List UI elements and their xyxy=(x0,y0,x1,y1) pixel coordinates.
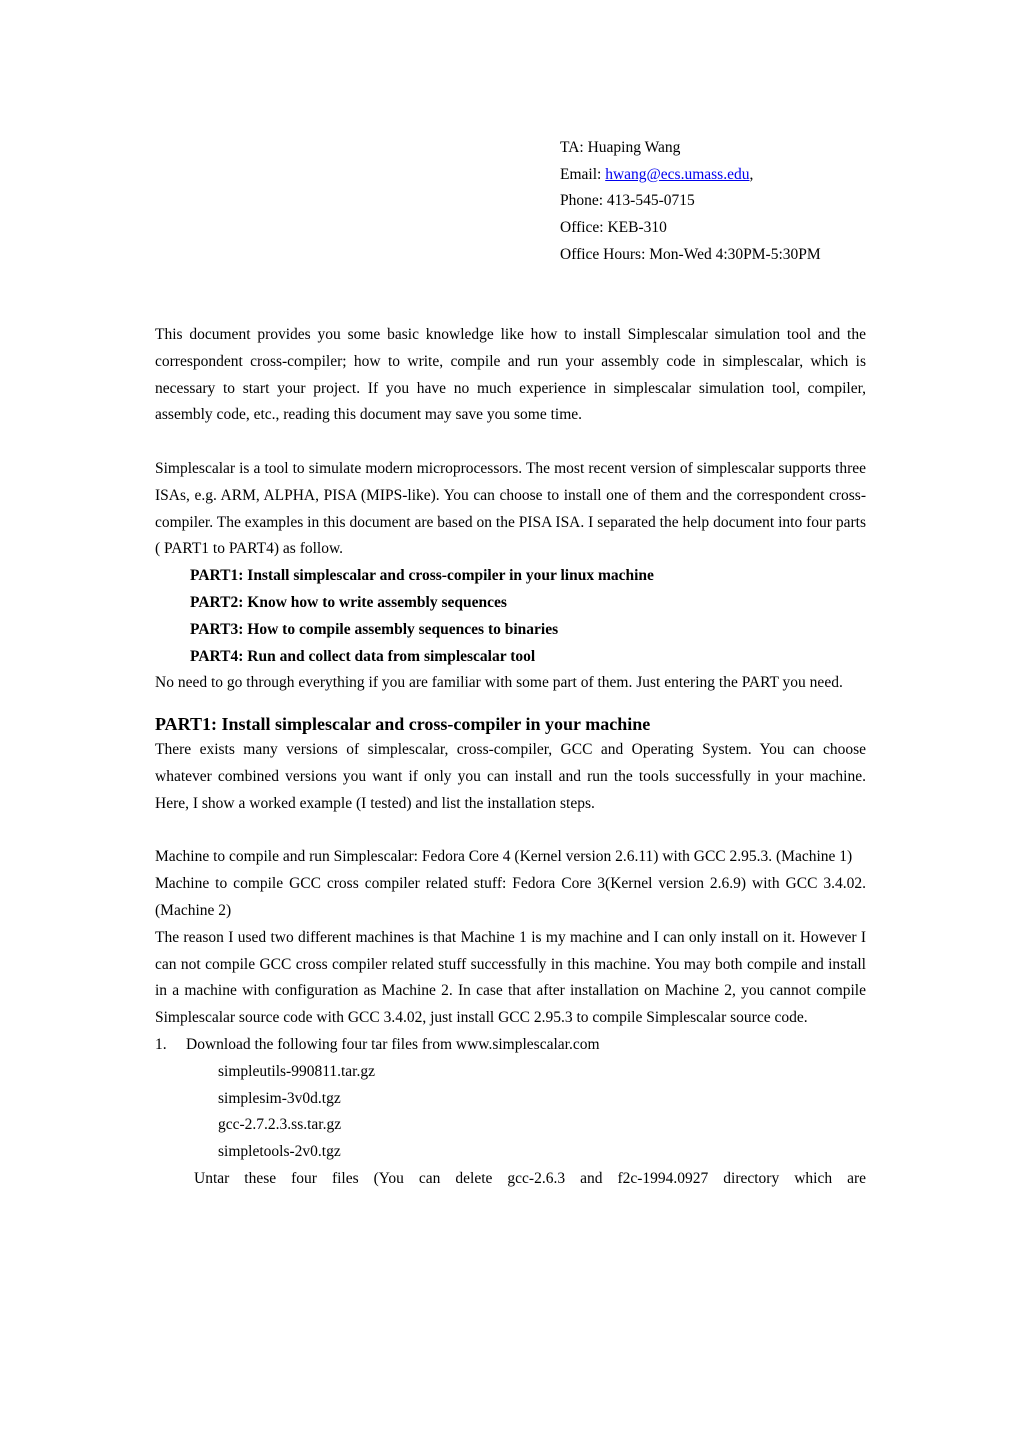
reason-paragraph: The reason I used two different machines is that Machine 1 is my machine and I can only install on it. However I can not compile GCC cross compiler related stuff successfully in this machine. You may both compile and install in a machine with configuration as Machine 2. In case that after installation on Machine 2, you cannot compile Simplescalar source code with GCC 3.4.02, just install GCC 2.95.3 to compile Simplescalar source code. xyxy=(155,928,866,1027)
part-list-item: PART3: How to compile assembly sequences to binaries xyxy=(190,620,559,638)
office-hours: Office Hours: Mon-Wed 4:30PM-5:30PM xyxy=(560,245,821,263)
email-link[interactable]: hwang@ecs.umass.edu xyxy=(605,165,750,183)
contact-block xyxy=(560,135,821,269)
phone: Phone: 413-545-0715 xyxy=(560,192,695,210)
step-1-text: Download the following four tar files from www.simplescalar.com xyxy=(186,1035,600,1053)
email-line xyxy=(560,162,821,189)
part-list-item: PART2: Know how to write assembly sequences xyxy=(190,593,507,611)
machine1-paragraph: Machine to compile and run Simplescalar: Fedora Core 4 (Kernel version 2.6.11) with GCC 2.95.3. (Machine 1) xyxy=(155,848,853,866)
email-suffix: , xyxy=(749,165,754,183)
part-list-item: PART1: Install simplescalar and cross-compiler in your linux machine xyxy=(190,567,654,585)
file-name: gcc-2.7.2.3.ss.tar.gz xyxy=(218,1116,342,1134)
step-1-number: 1. xyxy=(155,1035,167,1053)
part-list-item: PART4: Run and collect data from simplescalar tool xyxy=(190,647,536,665)
intro-paragraph-1: This document provides you some basic knowledge like how to install Simplescalar simulation tool and the correspondent cross-compiler; how to write, compile and run your assembly code in simplescalar, which is necessary to start your project. If you have no much experience in simplescalar simulation tool, compiler, assembly code, etc., reading this document may save you some time. xyxy=(155,326,866,424)
untar-instruction: Untar these four files (You can delete gcc-2.6.3 and f2c-1994.0927 directory which are xyxy=(194,1169,866,1187)
step-1 xyxy=(155,1032,866,1059)
file-name: simpletools-2v0.tgz xyxy=(218,1143,341,1161)
ta-name: TA: Huaping Wang xyxy=(560,139,681,156)
email-label: Email: xyxy=(560,165,606,183)
part1-heading: PART1: Install simplescalar and cross-compiler in your machine xyxy=(155,714,651,735)
part1-paragraph: There exists many versions of simplescalar, cross-compiler, GCC and Operating System. You can choose whatever combined versions you want if only you can install and run the tools successfully in your machine. Here, I show a worked example (I tested) and list the installation steps. xyxy=(155,741,866,812)
file-name: simplesim-3v0d.tgz xyxy=(218,1089,341,1107)
intro-paragraph-3: No need to go through everything if you are familiar with some part of them. Just entering the PART you need. xyxy=(155,674,843,692)
office: Office: KEB-310 xyxy=(560,219,667,237)
file-name: simpleutils-990811.tar.gz xyxy=(218,1062,375,1080)
document-body xyxy=(155,322,866,1193)
machine2-paragraph: Machine to compile GCC cross compiler related stuff: Fedora Core 3(Kernel version 2.6.9) with GCC 3.4.02. (Machine 2) xyxy=(155,875,866,919)
intro-paragraph-2: Simplescalar is a tool to simulate modern microprocessors. The most recent version of simplescalar supports three ISAs, e.g. ARM, ALPHA, PISA (MIPS-like). You can choose to install one of them and the correspondent cross-compiler. The examples in this document are based on the PISA ISA. I separated the help document into four parts ( PART1 to PART4) as follow. xyxy=(155,459,866,558)
